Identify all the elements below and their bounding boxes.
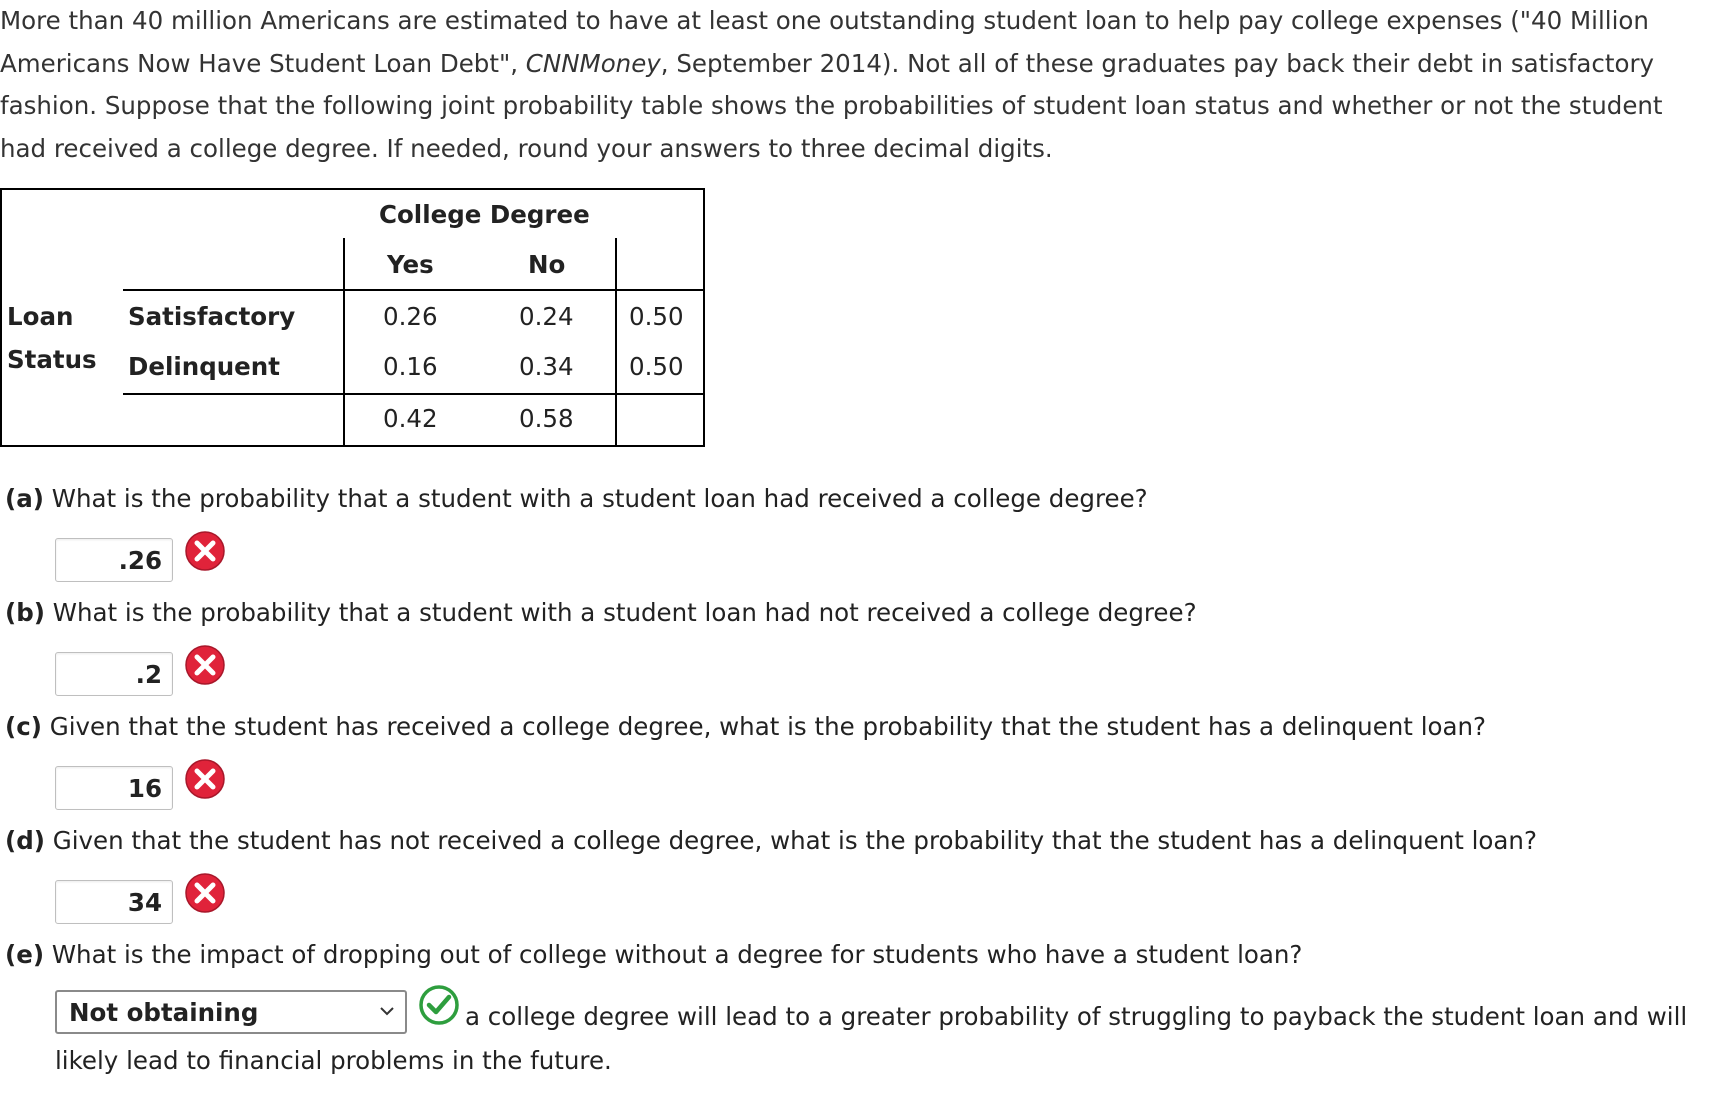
intro-text-2: , September 2014). Not all of these graduates pay back their debt in satisfactory fashion. Suppose that the following joint probability table shows the probabilities of student loan status and whether or not the student had received a college degree. If needed, round your answers to three decimal digits.	[0, 48, 1663, 163]
question-c: (c) Given that the student has received a college degree, what is the probability that the student has a delinquent loan?	[5, 712, 1487, 741]
x-circle-icon	[184, 644, 226, 686]
answer-e-selected-value: Not obtaining	[69, 998, 259, 1027]
cell-delinquent-total: 0.50	[629, 352, 684, 381]
cell-delinquent-no: 0.34	[519, 352, 574, 381]
check-circle-icon	[418, 984, 460, 1026]
table-divider	[343, 238, 345, 447]
col-no-header: No	[528, 250, 566, 279]
cell-satisfactory-no: 0.24	[519, 302, 574, 331]
col-group-header: College Degree	[379, 200, 590, 229]
cell-satisfactory-yes: 0.26	[383, 302, 438, 331]
cell-total-yes: 0.42	[383, 404, 438, 433]
joint-probability-table	[0, 188, 705, 447]
question-a: (a) What is the probability that a student with a student loan had received a college degree?	[5, 484, 1148, 513]
row-group-header: Status	[7, 345, 97, 374]
col-yes-header: Yes	[387, 250, 434, 279]
cell-total-no: 0.58	[519, 404, 574, 433]
row-group-header: Loan	[7, 302, 74, 331]
answer-e-sentence: a college degree will lead to a greater probability of struggling to payback the student loan and will likely lead to financial problems in the future.	[55, 1002, 1688, 1075]
answer-b-input[interactable]: .2	[55, 652, 173, 696]
answer-d-input[interactable]: 34	[55, 880, 173, 924]
table-divider	[123, 289, 705, 291]
intro-text-1: More than 40 million Americans are estimated to have at least one outstanding student loan to help pay college expenses ("40 Million Americans Now Have Student Loan Debt",	[0, 6, 1649, 78]
cell-satisfactory-total: 0.50	[629, 302, 684, 331]
question-d: (d) Given that the student has not received a college degree, what is the probability that the student has a delinquent loan?	[5, 826, 1537, 855]
row-label-delinquent: Delinquent	[128, 352, 280, 381]
x-circle-icon	[184, 758, 226, 800]
cell-delinquent-yes: 0.16	[383, 352, 438, 381]
intro-source: CNNMoney	[525, 48, 661, 78]
x-circle-icon	[184, 530, 226, 572]
answer-a-input[interactable]: .26	[55, 538, 173, 582]
answer-c-input[interactable]: 16	[55, 766, 173, 810]
chevron-down-icon	[377, 1001, 397, 1021]
question-b: (b) What is the probability that a student with a student loan had not received a college degree?	[5, 598, 1197, 627]
x-circle-icon	[184, 872, 226, 914]
table-divider	[615, 238, 617, 447]
answer-e-select[interactable]	[55, 990, 407, 1034]
problem-intro	[0, 0, 1706, 170]
row-label-satisfactory: Satisfactory	[128, 302, 296, 331]
table-divider	[123, 393, 705, 395]
question-e: (e) What is the impact of dropping out of college without a degree for students who have a student loan?	[5, 940, 1303, 969]
